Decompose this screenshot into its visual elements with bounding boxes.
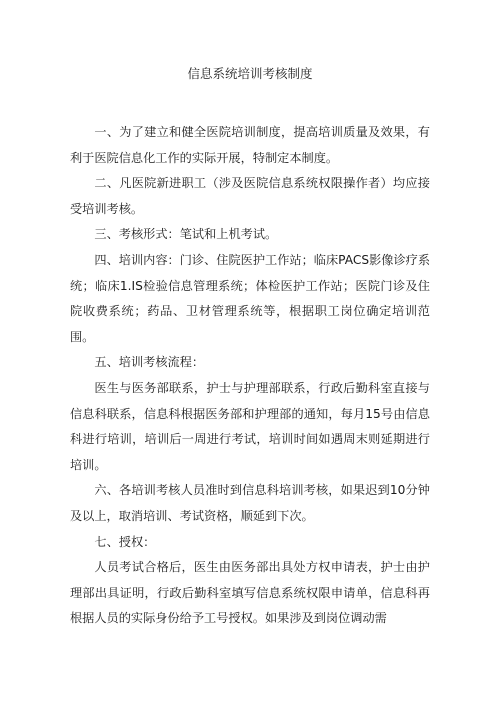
paragraph-process-heading: 五、培训考核流程： xyxy=(94,355,205,370)
paragraph-training-content: 四、培训内容：门诊、住院医护工作站；临床PACS影像诊疗系统；临床1.IS检验信息管理系统；体检医护工作站；医院门诊及住院收费系统；药品、卫材管理系统等，根据职工岗位确定培训范围。 xyxy=(70,252,431,344)
paragraph-purpose: 一、为了建立和健全医院培训制度，提高培训质量及效果，有利于医院信息化工作的实际开展，特制定本制度。 xyxy=(70,125,430,165)
paragraph-attendance: 六、各培训考核人员准时到信息科培训考核，如果迟到10分钟及以上，取消培训、考试资格，顺延到下次。 xyxy=(70,483,430,523)
paragraph-process-detail: 医生与医务部联系，护士与护理部联系，行政后勤科室直接与信息科联系，信息科根据医务部和护理部的通知，每月15号由信息科进行培训，培训后一周进行考试，培训时间如遇周末则延期进行培训。 xyxy=(70,380,430,472)
paragraph-exam-format: 三、考核形式：笔试和上机考试。 xyxy=(94,227,278,242)
paragraph-authorization-detail: 人员考试合格后，医生由医务部出具处方权申请表，护士由护理部出具证明，行政后勤科室填写信息系统权限申请单，信息科再根据人员的实际身份给予工号授权。如果涉及到岗位调动需 xyxy=(70,560,430,626)
paragraph-authorization-heading: 七、授权： xyxy=(94,534,156,549)
paragraph-scope: 二、凡医院新进职工（涉及医院信息系统权限操作者）均应接受培训考核。 xyxy=(70,176,430,216)
document-title: 信息系统培训考核制度 xyxy=(187,66,313,81)
